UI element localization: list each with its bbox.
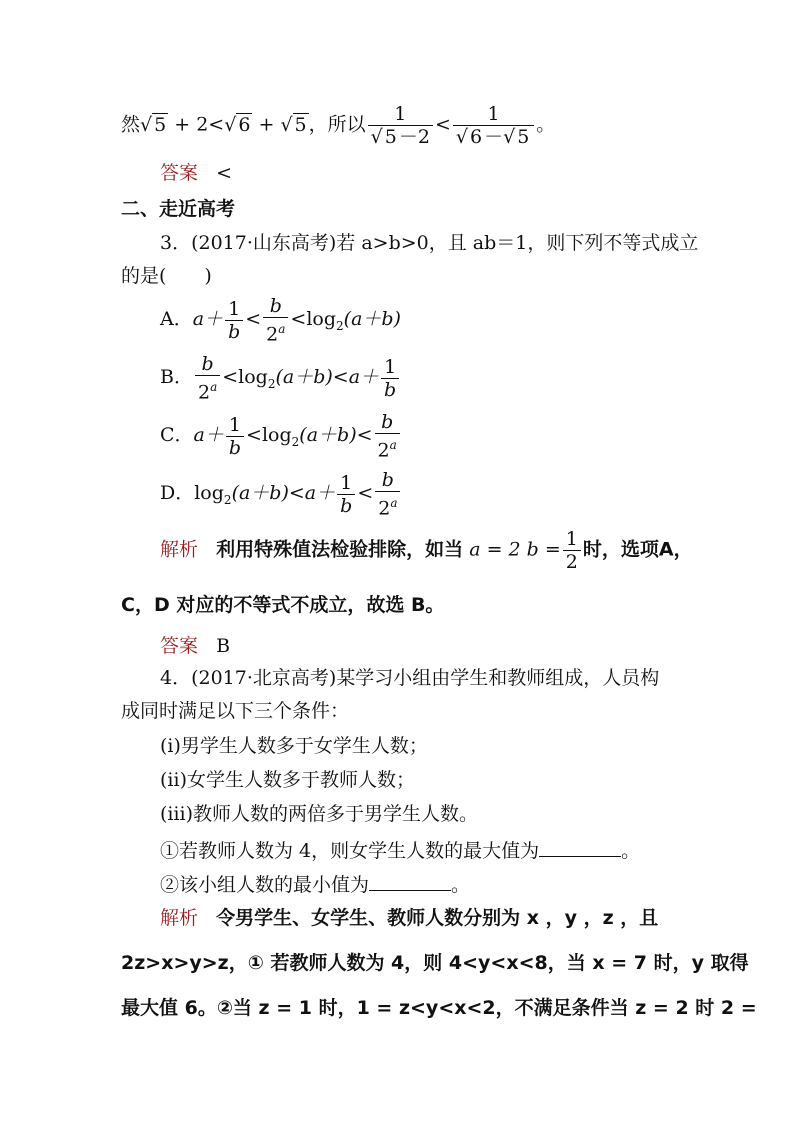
q3-stem-line2: 的是( ) — [121, 265, 212, 287]
plus-two: + 2< — [168, 113, 225, 136]
sqrt-6: √ 6 — [224, 113, 251, 136]
suoyi-text: ，所以 — [308, 113, 366, 136]
q4-condition-1: (ⅰ)男学生人数多于女学生人数； — [160, 735, 428, 757]
sqrt-5: √ 5 — [140, 113, 167, 136]
sqrt-5b: √ 5 — [280, 113, 307, 136]
analysis-4-line2: 2z>x>y>z，① 若教师人数为 4，则 4<y<x<8，当 x = 7 时，y 取得 — [121, 952, 749, 974]
option-a: A．a＋ $\frac{1}{b}$ < $\frac{b}{2^a}$ $<\log_2(a+b)$ — [160, 295, 401, 346]
q4-subquestion-1: ①若教师人数为 4，则女学生人数的最大值为 。 — [160, 836, 640, 864]
section-heading: 二、走近高考 — [121, 198, 236, 220]
option-b: B． $\frac{b}{2^a}$ $<\log_2(a+b)<a+$ $\frac{1}{b}$ — [160, 353, 401, 403]
less-than: < — [434, 113, 451, 136]
answer-value: B — [216, 635, 231, 657]
intro-prefix: 然 — [121, 113, 141, 136]
answer-label: 答案 — [160, 162, 199, 184]
analysis-4-line3: 最大值 6。②当 z = 1 时，1 = z<y<x<2，不满足条件当 z = 2 时 2 = — [121, 997, 757, 1019]
intro-line — [121, 103, 555, 148]
q3-stem-line1: 3．(2017·山东高考)若 a>b>0，且 ab＝1，则下列不等式成立 — [160, 232, 699, 254]
q4-stem-line1: 4．(2017·北京高考)某学习小组由学生和教师组成，人员构 — [160, 667, 660, 689]
answer-3 — [160, 633, 230, 659]
analysis-3-line1: 解析 利用特殊值法检验排除，如当 a = 2 b = $\frac{1}{2}$ 时，选项A， — [160, 528, 693, 573]
option-c: C．a＋ $\frac{1}{b}$ $<\log_2(a+b)<$ $\frac{b}{2^a}$ — [160, 411, 402, 461]
answer-1 — [160, 160, 232, 186]
q4-condition-2: (ⅱ)女学生人数多于教师人数； — [160, 769, 415, 791]
answer-blank-2[interactable] — [369, 870, 451, 891]
analysis-4-line1: 解析 令男学生、女学生、教师人数分别为 x ，y ，z ，且 — [160, 907, 659, 929]
analysis-label: 解析 — [160, 907, 199, 929]
answer-blank-1[interactable] — [539, 836, 621, 857]
q4-stem-line2: 成同时满足以下三个条件： — [121, 700, 350, 722]
plus-sign: + — [252, 113, 281, 136]
analysis-3-line2: C，D 对应的不等式不成立，故选 B。 — [121, 594, 445, 616]
q4-condition-3: (ⅲ)教师人数的两倍多于男学生人数。 — [160, 803, 479, 825]
fraction-2: $\frac{1}{√ 6 -√ 5}$ — [453, 103, 534, 148]
q4-subquestion-2: ②该小组人数的最小值为 。 — [160, 870, 470, 898]
analysis-label: 解析 — [160, 538, 199, 561]
answer-label: 答案 — [160, 635, 199, 657]
option-d: D．$\log_2(a+b)<a+$ $\frac{1}{b}$ < $\frac{b}{2^a}$ — [160, 469, 402, 519]
period: 。 — [536, 113, 556, 136]
answer-value: < — [216, 162, 233, 184]
fraction-1: $\frac{1}{√ 5 -2}$ — [368, 103, 433, 148]
